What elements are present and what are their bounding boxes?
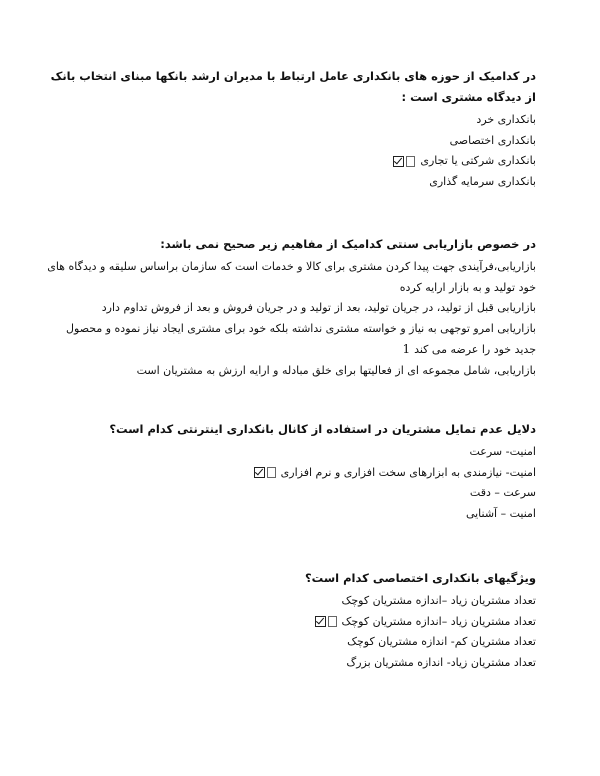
option-text: بانکداری اختصاصی bbox=[449, 133, 536, 147]
checked-box-icon bbox=[254, 467, 265, 478]
answer-marks bbox=[254, 467, 278, 478]
exam-page bbox=[46, 66, 536, 673]
answer-marks bbox=[393, 156, 417, 167]
option[interactable] bbox=[46, 591, 536, 612]
question-title: در کدامیک از حوزه های بانکداری عامل ارتباط با مدیران ارشد بانکها مبنای انتخاب بانک از دیدگاه مشتری است : bbox=[50, 69, 536, 104]
option[interactable] bbox=[46, 361, 536, 382]
option-text: امنیت- سرعت bbox=[469, 445, 536, 458]
option-correct[interactable] bbox=[46, 612, 536, 633]
option-correct[interactable] bbox=[46, 319, 536, 361]
option-text: امنیت- نیازمندی به ابزارهای سخت افزاری و نرم افزاری bbox=[280, 465, 536, 479]
option[interactable] bbox=[46, 632, 536, 653]
option-text: بازاریابی،فرآیندی جهت پیدا کردن مشتری برای کالا و خدمات است که سازمان براساس سلیقه و دیدگاه های خود تولید و به بازار ارایه کرده bbox=[47, 260, 536, 294]
checked-box-icon bbox=[393, 156, 404, 167]
option-correct[interactable] bbox=[46, 151, 536, 172]
empty-box-icon bbox=[267, 467, 276, 478]
option-text: تعداد مشتریان زیاد –اندازه مشتریان کوچک bbox=[341, 614, 536, 628]
question-title: دلایل عدم تمایل مشتریان در استفاده از کانال بانکداری اینترنتی کدام است؟ bbox=[109, 422, 536, 436]
option-text: بازاریابی قبل از تولید، در جریان تولید، بعد از تولید و در جریان فروش و بعد از فروش تداوم دارد bbox=[101, 301, 536, 314]
option-text: سرعت – دقت bbox=[469, 486, 536, 499]
option[interactable] bbox=[46, 298, 536, 319]
empty-box-icon bbox=[328, 616, 337, 627]
question-2 bbox=[46, 234, 536, 381]
answer-mark-number: 1 bbox=[402, 342, 411, 356]
option-text: تعداد مشتریان زیاد –اندازه مشتریان کوچک bbox=[341, 594, 536, 607]
empty-box-icon bbox=[406, 156, 415, 167]
question-3 bbox=[46, 419, 536, 524]
option[interactable] bbox=[46, 131, 536, 152]
question-title: در خصوص بازاریابی سنتی کدامیک از مفاهیم زیر صحیح نمی باشد: bbox=[160, 237, 536, 251]
question-1 bbox=[46, 66, 536, 192]
option-text: بازاریابی، شامل مجموعه ای از فعالیتها برای خلق مبادله و ارایه ارزش به مشتریان است bbox=[136, 363, 536, 377]
option-text: امنیت – آشنایی bbox=[465, 506, 536, 520]
option-text: بانکداری شرکتی یا تجاری bbox=[420, 154, 536, 167]
question-title: ویژگیهای بانکداری اختصاصی کدام است؟ bbox=[305, 571, 536, 585]
option[interactable] bbox=[46, 653, 536, 674]
option[interactable] bbox=[46, 483, 536, 504]
answer-marks bbox=[315, 616, 339, 627]
option[interactable] bbox=[46, 172, 536, 193]
option[interactable] bbox=[46, 257, 536, 298]
option-text: بانکداری سرمایه گذاری bbox=[429, 174, 536, 188]
option-text bbox=[46, 319, 536, 361]
question-4 bbox=[46, 568, 536, 673]
option[interactable] bbox=[46, 504, 536, 525]
option[interactable] bbox=[46, 442, 536, 463]
option-text: بانکداری خرد bbox=[476, 113, 536, 126]
option[interactable] bbox=[46, 110, 536, 131]
option-text: تعداد مشتریان کم- اندازه مشتریان کوچک bbox=[347, 635, 536, 648]
option-text: تعداد مشتریان زیاد- اندازه مشتریان بزرگ bbox=[346, 655, 536, 669]
option-text-body: بازاریابی امرو توجهی به نیاز و خواسته مشتری نداشته بلکه خود برای مشتری ایجاد نیاز نموده و محصول جدید خود را عرضه می کند bbox=[66, 321, 536, 356]
option-correct[interactable] bbox=[46, 463, 536, 484]
checked-box-icon bbox=[315, 616, 326, 627]
